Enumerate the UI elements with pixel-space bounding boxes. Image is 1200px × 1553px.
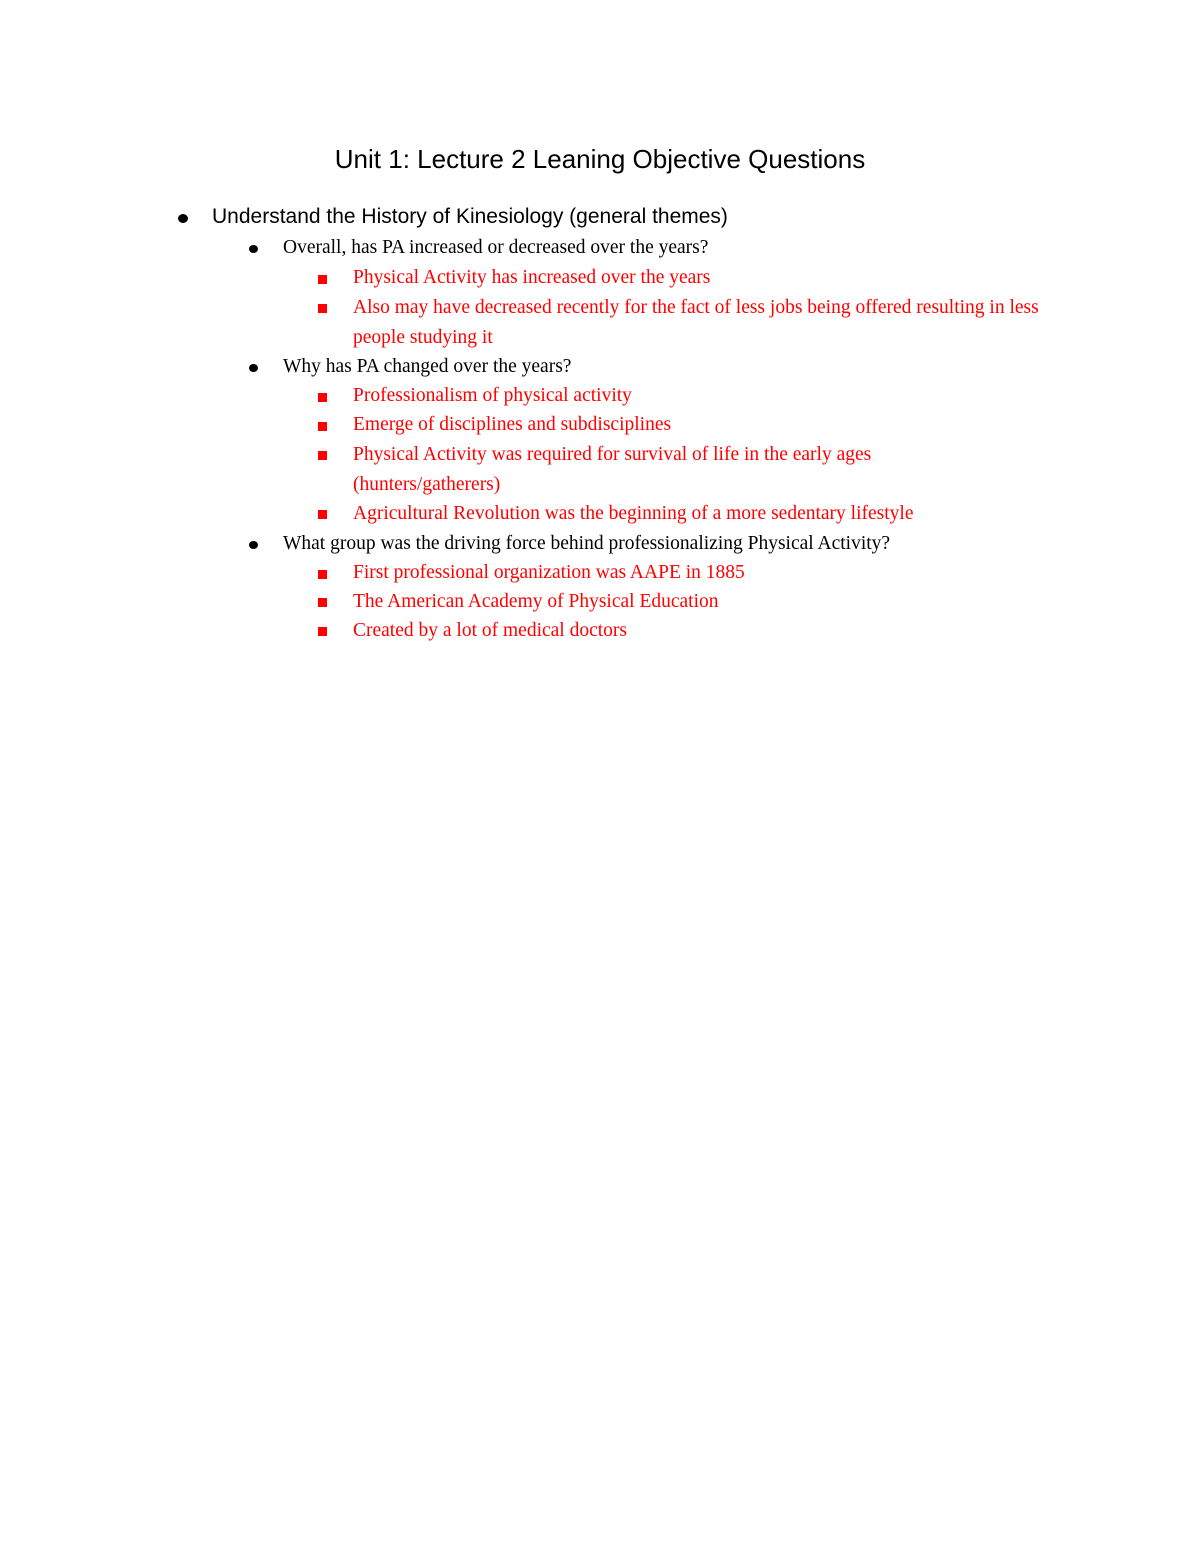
bullet-square-icon (318, 570, 327, 579)
bullet-dot-icon (249, 364, 258, 372)
bullet-dot-icon (249, 541, 258, 549)
bullet-dot-icon (249, 245, 258, 253)
answer-item: Agricultural Revolution was the beginning of a more sedentary lifestyle (353, 503, 914, 524)
question-item: What group was the driving force behind professionalizing Physical Activity? (283, 533, 891, 554)
bullet-dot-icon (178, 214, 188, 223)
bullet-square-icon (318, 627, 327, 636)
answer-item: First professional organization was AAPE in 1885 (353, 562, 745, 583)
bullet-square-icon (318, 422, 327, 431)
answer-item: Also may have decreased recently for the fact of less jobs being offered resulting in less people studying it (353, 297, 1039, 348)
answer-item: The American Academy of Physical Education (353, 591, 719, 612)
bullet-square-icon (318, 598, 327, 607)
bullet-square-icon (318, 304, 327, 313)
question-item: Overall, has PA increased or decreased over the years? (283, 237, 709, 258)
answer-item: Emerge of disciplines and subdisciplines (353, 414, 672, 435)
answer-item: Physical Activity has increased over the years (353, 267, 711, 288)
answer-item: Professionalism of physical activity (353, 385, 632, 406)
bullet-square-icon (318, 451, 327, 460)
bullet-square-icon (318, 510, 327, 519)
answer-item: Physical Activity was required for survival of life in the early ages (hunters/gatherers) (353, 444, 872, 495)
bullet-square-icon (318, 275, 327, 284)
question-item: Why has PA changed over the years? (283, 356, 572, 377)
page-title: Unit 1: Lecture 2 Leaning Objective Questions (334, 144, 866, 174)
bullet-square-icon (318, 393, 327, 402)
topic-heading: Understand the History of Kinesiology (general themes) (212, 205, 728, 228)
answer-item: Created by a lot of medical doctors (353, 620, 627, 641)
